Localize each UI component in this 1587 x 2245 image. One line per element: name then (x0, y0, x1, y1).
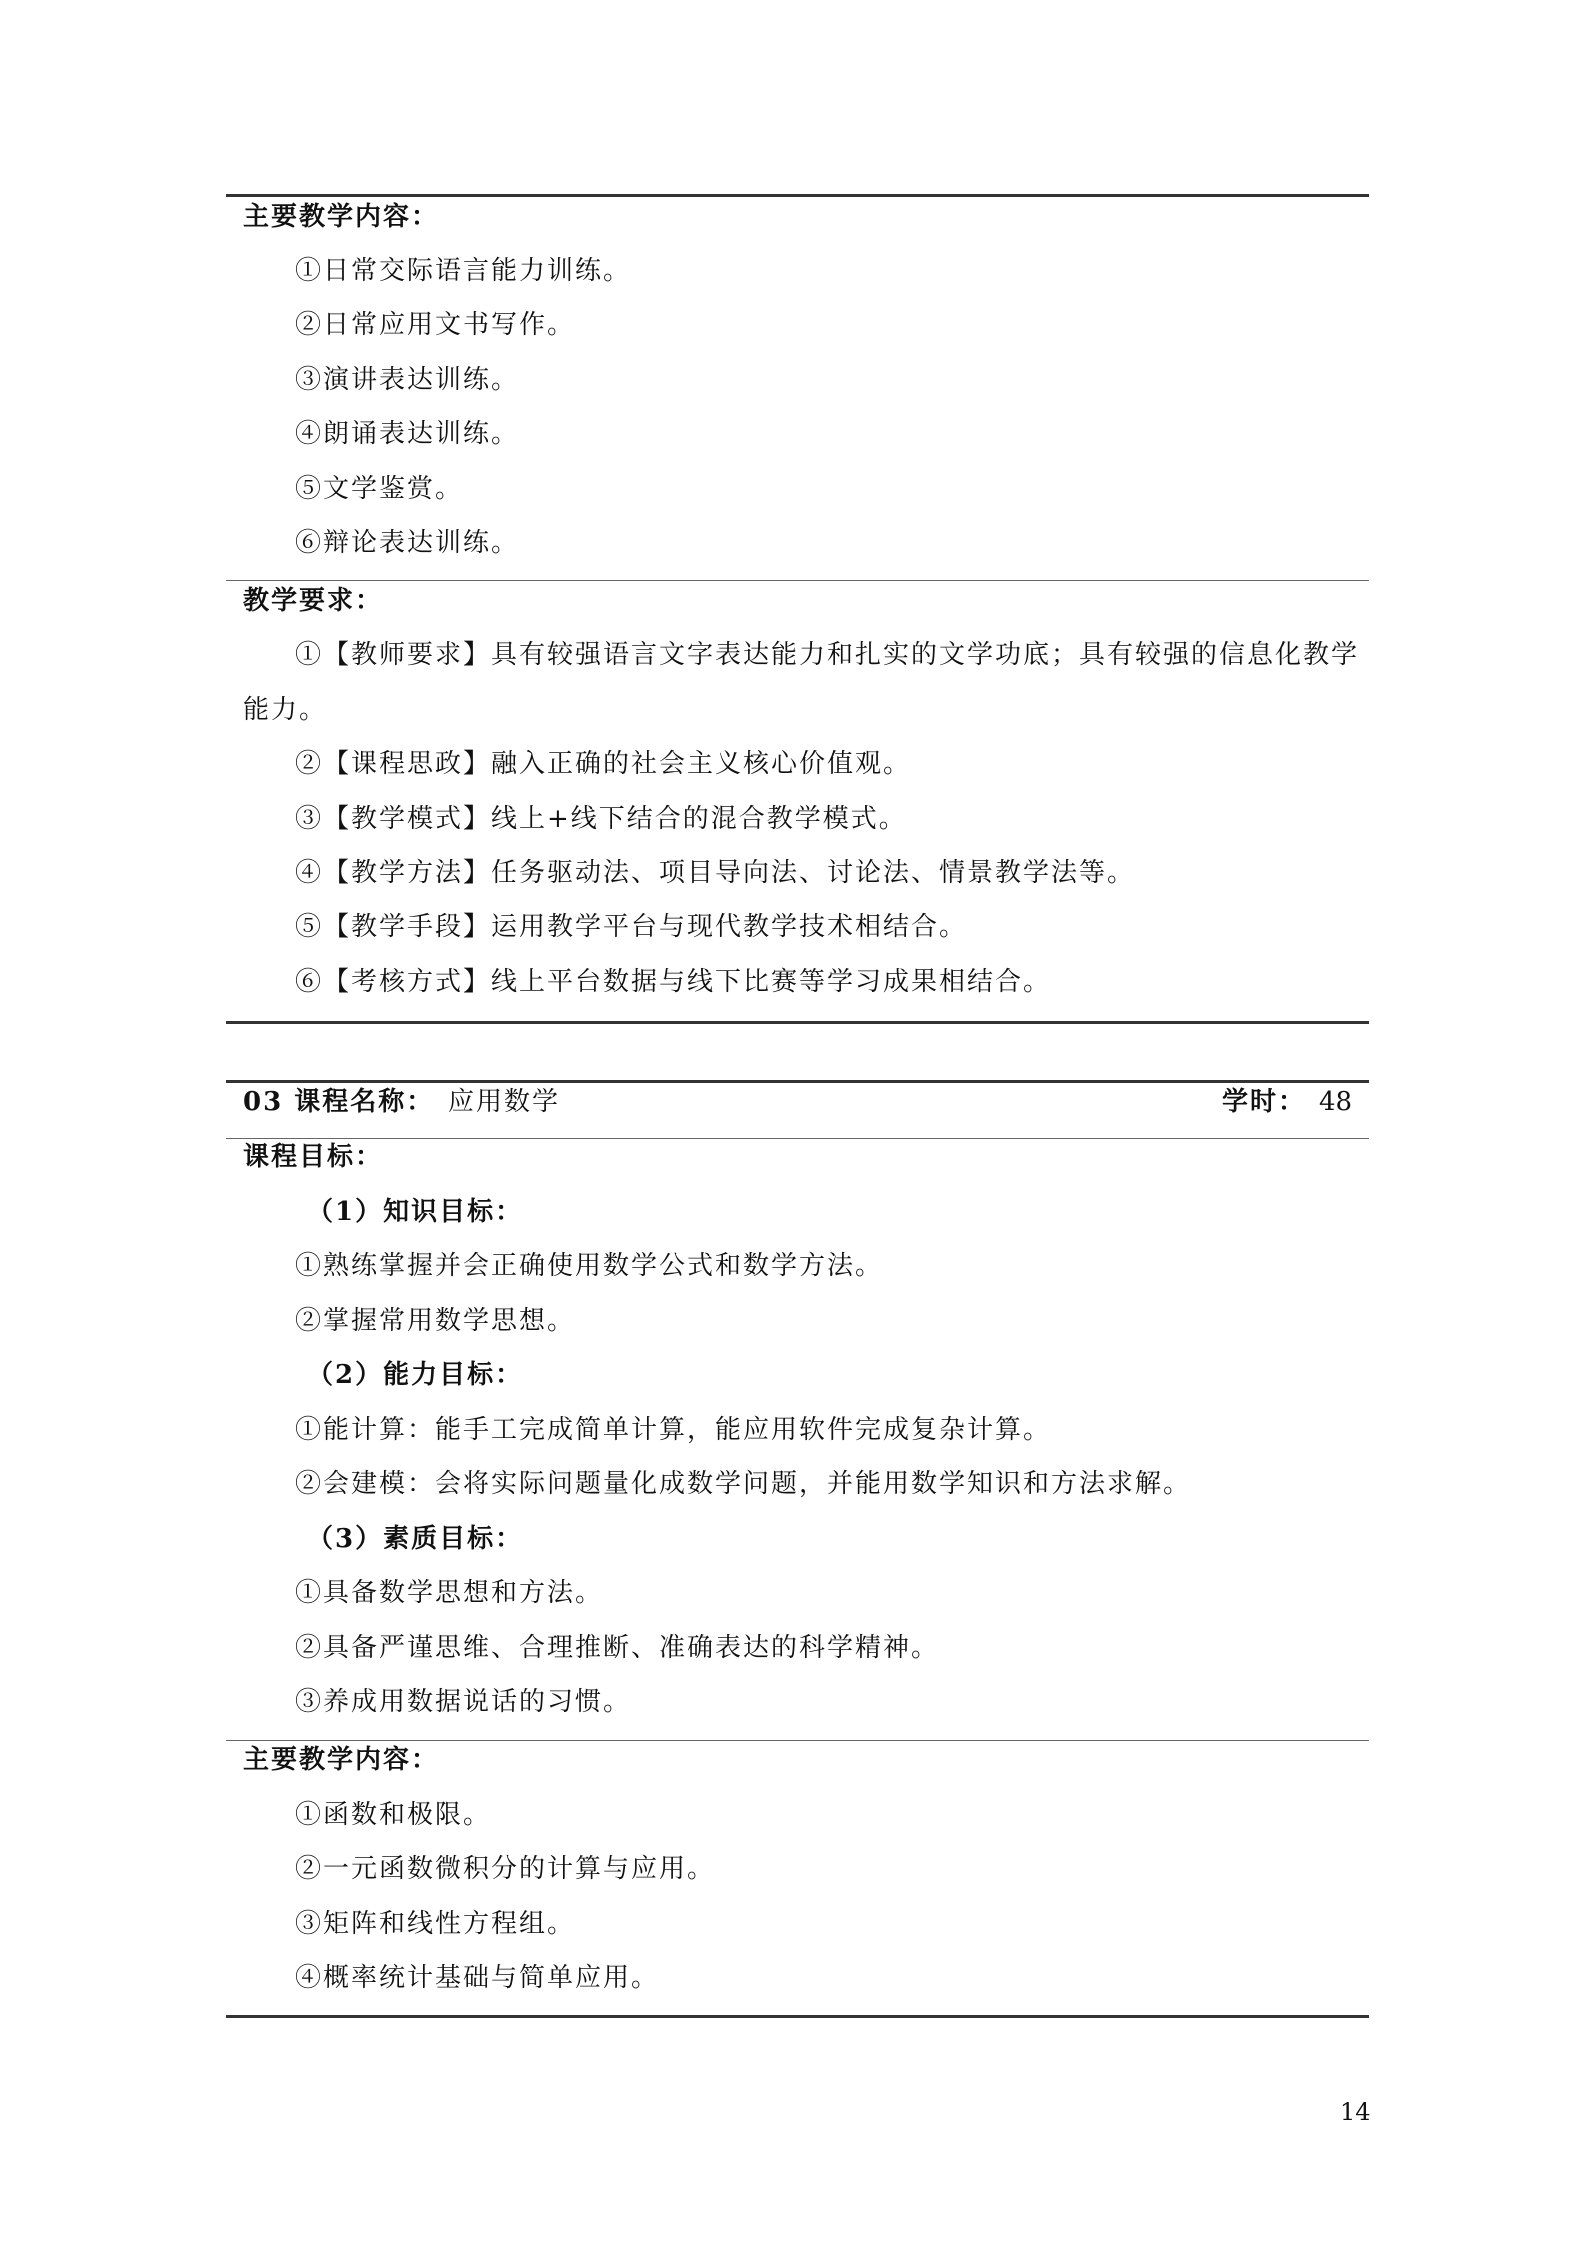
knowledge-item-2: ②掌握常用数学思想。 (295, 1306, 576, 1336)
requirement-item-1-continuation: 能力。 (243, 695, 328, 725)
requirement-item-4: ④【教学方法】任务驱动法、项目导向法、讨论法、情景教学法等。 (295, 858, 1136, 888)
content-item-b2: ②一元函数微积分的计算与应用。 (295, 1854, 716, 1884)
content-item-a1: ①日常交际语言能力训练。 (295, 256, 632, 286)
section-a-bottom-rule (226, 1021, 1369, 1024)
content-item-b1: ①函数和极限。 (295, 1800, 492, 1830)
content-item-a5: ⑤文学鉴赏。 (295, 474, 464, 504)
quality-item-3: ③养成用数据说话的习惯。 (295, 1687, 632, 1717)
requirement-item-1: ①【教师要求】具有较强语言文字表达能力和扎实的文学功底；具有较强的信息化教学 (295, 640, 1360, 670)
page-number: 14 (1340, 2098, 1371, 2126)
content-item-a6: ⑥辩论表达训练。 (295, 528, 520, 558)
requirement-item-5: ⑤【教学手段】运用教学平台与现代教学技术相结合。 (295, 912, 968, 942)
content-item-a4: ④朗诵表达训练。 (295, 419, 520, 449)
objectives-heading: 课程目标： (243, 1142, 384, 1172)
knowledge-heading: （1）知识目标： (307, 1197, 524, 1227)
section-b-bottom-rule (226, 2015, 1369, 2018)
content-item-a3: ③演讲表达训练。 (295, 365, 520, 395)
content-heading-a: 主要教学内容： (243, 202, 440, 232)
requirements-heading: 教学要求： (243, 586, 384, 616)
course-label: 03 课程名称： (243, 1087, 435, 1117)
ability-item-2: ②会建模：会将实际问题量化成数学问题，并能用数学知识和方法求解。 (295, 1469, 1192, 1499)
content-item-b3: ③矩阵和线性方程组。 (295, 1909, 576, 1939)
quality-item-1: ①具备数学思想和方法。 (295, 1578, 604, 1608)
ability-item-1: ①能计算：能手工完成简单计算，能应用软件完成复杂计算。 (295, 1415, 1052, 1445)
course-name: 应用数学 (448, 1087, 561, 1117)
quality-item-2: ②具备严谨思维、合理推断、准确表达的科学精神。 (295, 1633, 940, 1663)
requirement-item-6: ⑥【考核方式】线上平台数据与线下比赛等学习成果相结合。 (295, 967, 1052, 997)
hours-label: 学时： (1222, 1087, 1307, 1117)
content-heading-b: 主要教学内容： (243, 1745, 440, 1775)
quality-heading: （3）素质目标： (307, 1524, 524, 1554)
requirement-item-3: ③【教学模式】线上+线下结合的混合教学模式。 (295, 804, 907, 834)
content-item-a2: ②日常应用文书写作。 (295, 310, 576, 340)
hours-value: 48 (1319, 1087, 1353, 1117)
course-title-row (226, 1075, 1369, 1130)
knowledge-item-1: ①熟练掌握并会正确使用数学公式和数学方法。 (295, 1251, 884, 1281)
ability-heading: （2）能力目标： (307, 1360, 524, 1390)
requirement-item-2: ②【课程思政】融入正确的社会主义核心价值观。 (295, 749, 912, 779)
content-item-b4: ④概率统计基础与简单应用。 (295, 1963, 660, 1993)
